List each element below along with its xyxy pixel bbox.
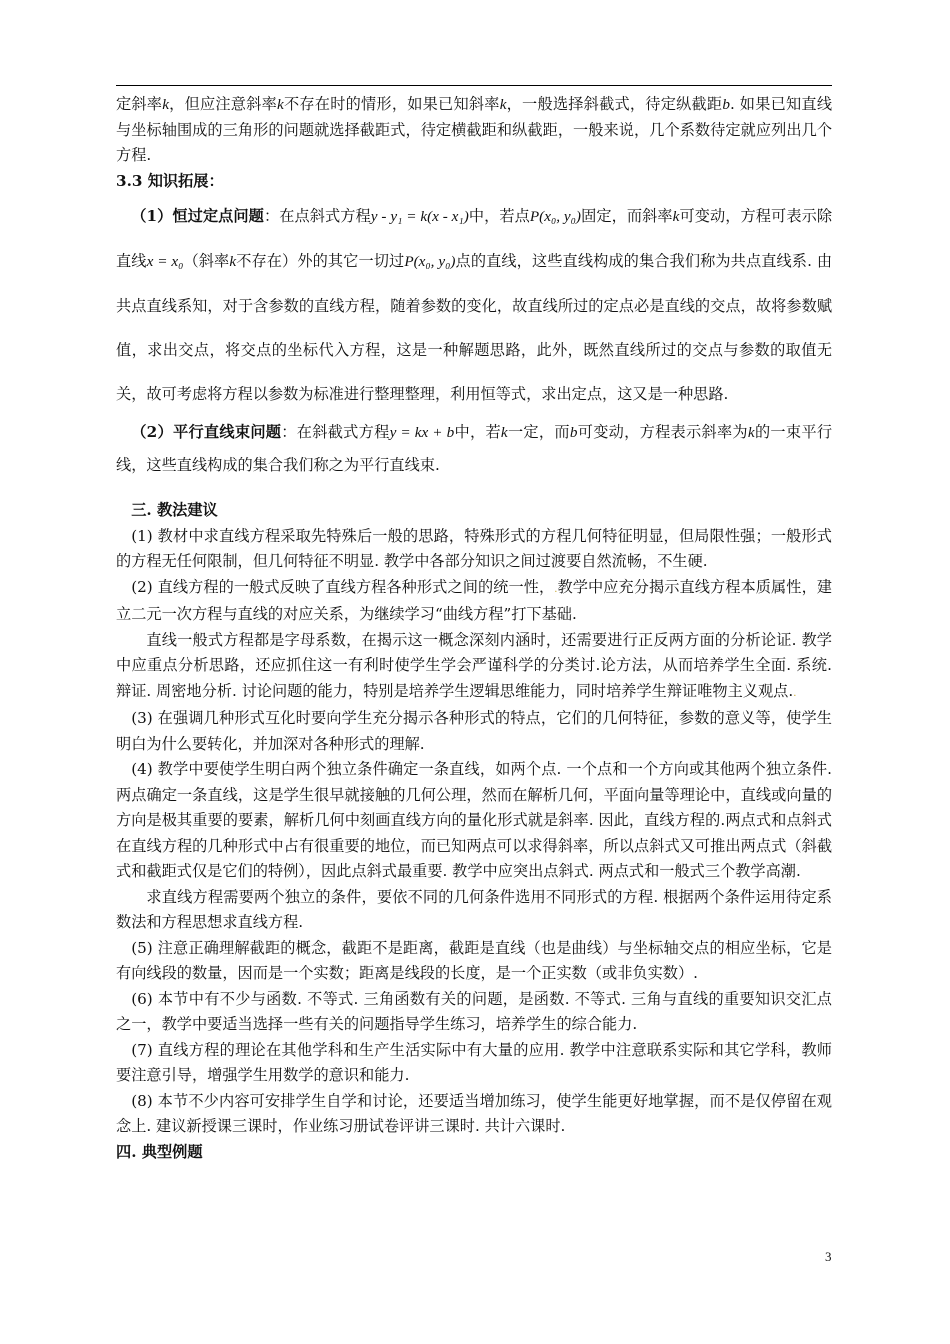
math-b: b bbox=[569, 424, 578, 441]
text: 中，若 bbox=[454, 423, 501, 441]
text: ：在点斜式方程 bbox=[263, 207, 371, 225]
suggestion-2 bbox=[116, 575, 832, 628]
para-label: （2）平行直线束问题 bbox=[131, 423, 282, 441]
text: (2) 直线方程的一般式反映了直线方程各种形式之间的统一性， bbox=[131, 577, 555, 596]
text: 不存在）外的其它一切过 bbox=[236, 252, 405, 270]
text: （斜率 bbox=[183, 252, 230, 270]
edit-mark: . bbox=[554, 583, 558, 595]
text: 可变动，方程表示斜率为 bbox=[577, 423, 748, 441]
math-point: P(x₀, y₀) bbox=[529, 208, 581, 225]
suggestion-2-cont bbox=[116, 628, 832, 707]
para-fixed-point bbox=[116, 194, 832, 416]
equation-point-slope: y - y₁ = k(x - x₁) bbox=[370, 208, 469, 225]
text: 的一束平行线，这些直线构成的集合我们称之为平行直线束. bbox=[116, 423, 833, 474]
text: 不存在时的情形，如果已知斜率 bbox=[283, 95, 500, 113]
text: 固定，而斜率 bbox=[581, 207, 673, 225]
text: 一定，而 bbox=[507, 423, 570, 441]
text: ，一般选择斜截式，待定纵截距 bbox=[506, 95, 723, 113]
header-rule bbox=[116, 85, 832, 86]
text: ：在斜截式方程 bbox=[281, 423, 390, 441]
page-number: 3 bbox=[825, 1249, 832, 1264]
equation-slope-intercept: y = kx + b bbox=[389, 424, 455, 441]
math-b: b bbox=[722, 96, 730, 113]
math-k: k bbox=[500, 424, 508, 441]
text: 直线一般式方程都是字母系数，在揭示这一概念深刻内涵时，还需要进行正反两方面的分析论证. 教学中应重点分析思路，还应抓住这一有利时使学生学会严谨科学的分类讨.论方法，从而培养学生全面. 系统. 辩证. 周密地分析. 讨论问题的能力，特别是培养学生逻辑思维能力，同时培养学生辩证唯物主义观点. bbox=[116, 630, 832, 700]
equation-vertical: x = x₀ bbox=[146, 253, 184, 270]
suggestion-6: (6) 本节中有不少与函数. 不等式. 三角函数有关的问题，是函数. 不等式. 三角与直线的重要知识交汇点之一，教学中要适当选择一些有关的问题指导学生练习，培养学生的综合能力. bbox=[116, 989, 832, 1033]
math-k: k bbox=[499, 96, 507, 113]
suggestion-5: (5) 注意正确理解截距的概念，截距不是距离，截距是直线（也是曲线）与坐标轴交点的相应坐标，它是有向线段的数量，因而是一个实数；距离是线段的长度，是一个正实数（或非负实数）. bbox=[116, 938, 832, 982]
math-k: k bbox=[277, 96, 284, 113]
math-k: k bbox=[162, 96, 169, 113]
math-point: P(x₀, y₀) bbox=[404, 253, 456, 270]
edit-mark: . bbox=[793, 687, 797, 699]
suggestion-1: (1) 教材中求直线方程采取先特殊后一般的思路，特殊形式的方程几何特征明显，但局限性强；一般形式的方程无任何限制，但几何特征不明显. 教学中各部分知识之间过渡要自然流畅，不生硬. bbox=[116, 526, 832, 570]
section-heading-3: 三. 教法建议 bbox=[131, 501, 218, 519]
text: 点的直线，这些直线构成的集合我们称为共点直线系. 由共点直线系知，对于含参数的直线方程，随着参数的变化，故直线所过的定点必是直线的交点，故将参数赋值，求出交点，将交点的坐标代入方程，这是一种解题思路，此外，既然直线所过的交点与参数的取值无关，故可考虑将方程以参数为标准进行整理整理，利用恒等式，求出定点，这又是一种思路. bbox=[116, 252, 833, 403]
suggestion-7: (7) 直线方程的理论在其他学科和生产生活实际中有大量的应用. 教学中注意联系实际和其它学科，教师要注意引导，增强学生用数学的意识和能力. bbox=[116, 1040, 832, 1084]
section-heading-4: 四. 典型例题 bbox=[116, 1142, 203, 1161]
suggestion-3: (3) 在强调几种形式互化时要向学生充分揭示各种形式的特点，它们的几何特征，参数的意义等，使学生明白为什么要转化，并加深对各种形式的理解. bbox=[116, 709, 832, 753]
para-intro bbox=[116, 92, 832, 169]
suggestion-8: (8) 本节不少内容可安排学生自学和讨论，还要适当增加练习，使学生能更好地掌握，而不是仅停留在观念上. 建议新授课三课时，作业练习册试卷评讲三课时. 共计六课时. bbox=[116, 1091, 832, 1135]
text: ，但应注意斜率 bbox=[168, 95, 278, 113]
text: 可变动，方程可表示除直线 bbox=[116, 207, 833, 270]
text: 定斜率 bbox=[116, 95, 163, 113]
text: 教学中应充分揭示直线方程本质属性，建立二元一次方程与直线的对应关系，为继续学习“曲线方程”打下基础. bbox=[116, 577, 833, 623]
math-k: k bbox=[747, 424, 755, 441]
math-k: k bbox=[229, 253, 237, 270]
text: 中，若点 bbox=[468, 207, 530, 225]
page-content bbox=[116, 92, 832, 1165]
text: . 如果已知直线与坐标轴围成的三角形的问题就选择截距式，待定横截距和纵截距，一般来说，几个系数待定就应列出几个方程. bbox=[116, 95, 833, 164]
math-k: k bbox=[672, 208, 680, 225]
para-label: （1）恒过定点问题 bbox=[131, 207, 264, 225]
suggestion-4: (4) 教学中要使学生明白两个独立条件确定一条直线，如两个点. 一个点和一个方向或其他两个独立条件. 两点确定一条直线，这是学生很早就接触的几何公理，然而在解析几何，平面向量等理论中，直线或向量的方向是极其重要的要素，解析几何中刻画直线方向的量化形式就是斜率. 因此，直线方程的.两点式和点斜式在直线方程的几种形式中占有很重要的地位，而已知两点可以求得斜率，所以点斜式又可推出两点式（斜截式和截距式仅是它们的特例），因此点斜式最重要. 教学中应突出点斜式. 两点式和一般式三个教学高潮. bbox=[116, 760, 832, 880]
para-parallel-lines bbox=[116, 416, 832, 482]
section-heading-3-3: 3.3 知识拓展： bbox=[116, 171, 224, 190]
suggestion-4-cont: 求直线方程需要两个独立的条件，要依不同的几何条件选用不同形式的方程. 根据两个条件运用待定系数法和方程思想求直线方程. bbox=[116, 887, 832, 931]
